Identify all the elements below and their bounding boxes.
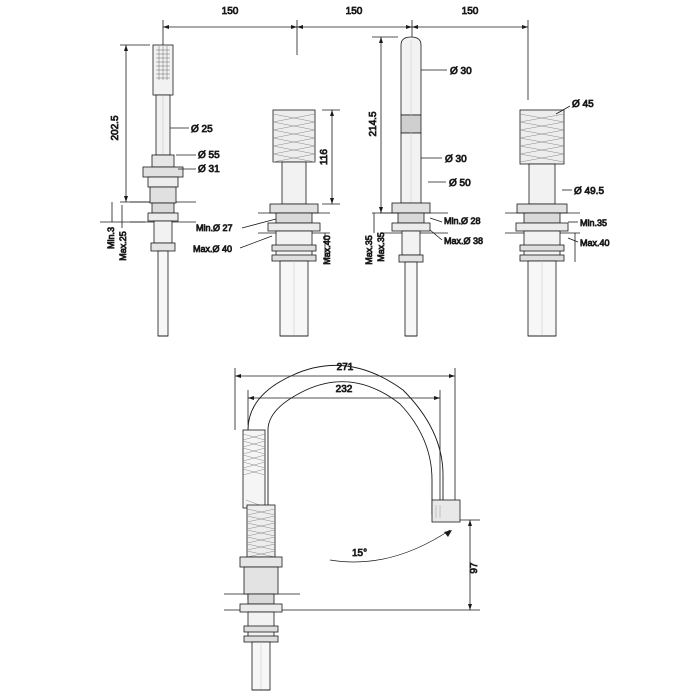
dim-spacing-3: 150: [461, 6, 479, 17]
dim-spout-d30-top: Ø 30: [450, 66, 472, 77]
handshower-assembly: [130, 45, 196, 336]
right-handle-assembly: [505, 110, 580, 336]
dim-spacing-1: 150: [221, 6, 239, 17]
side-view-handshower: [224, 430, 300, 690]
dim-left-handle-hole-min: Min.Ø 27: [196, 223, 233, 233]
dim-right-handle-min35: Min.35: [580, 218, 608, 228]
dim-angle: 15°: [352, 548, 368, 559]
spacing-dimension-group: [163, 20, 528, 100]
dim-right-handle-d45: Ø 45: [572, 99, 594, 110]
dim-spout-d30-base: Ø 30: [445, 154, 467, 165]
dim-spout-d50: Ø 50: [449, 178, 471, 189]
dim-spout-max35-a: Max.35: [364, 235, 374, 265]
dim-right-handle-d495: Ø 49.5: [574, 186, 605, 197]
dim-right-handle-max40: Max.40: [580, 238, 610, 248]
dim-spout-max35-b: Max.35: [376, 232, 386, 262]
dim-handshower-max25: Max.25: [118, 231, 128, 261]
dim-handshower-min3: Min.3: [106, 226, 116, 250]
dim-left-handle-height: 116: [319, 149, 330, 165]
dim-spout-hole-min: Min.Ø 28: [444, 216, 481, 226]
dim-spout-hole-max: Max.Ø 38: [444, 236, 484, 246]
spout-assembly: [380, 37, 448, 336]
dim-left-handle-max40: Max.40: [322, 235, 332, 265]
dim-handshower-height: 202.5: [110, 115, 121, 141]
dim-spacing-2: 150: [345, 6, 363, 17]
dim-handshower-d25: Ø 25: [191, 124, 213, 135]
dim-left-handle-hole-max: Max.Ø 40: [193, 244, 233, 254]
dim-handshower-d55: Ø 55: [198, 150, 220, 161]
dim-spout-height-side: 97: [469, 562, 480, 574]
dim-spout-height: 214.5: [368, 111, 379, 137]
dim-reach-inner: 232: [335, 384, 353, 395]
dim-reach-total: 271: [336, 362, 354, 373]
handshower-dimensions: [100, 45, 150, 228]
left-handle-assembly: [258, 110, 330, 336]
dim-handshower-d31: Ø 31: [198, 164, 220, 175]
